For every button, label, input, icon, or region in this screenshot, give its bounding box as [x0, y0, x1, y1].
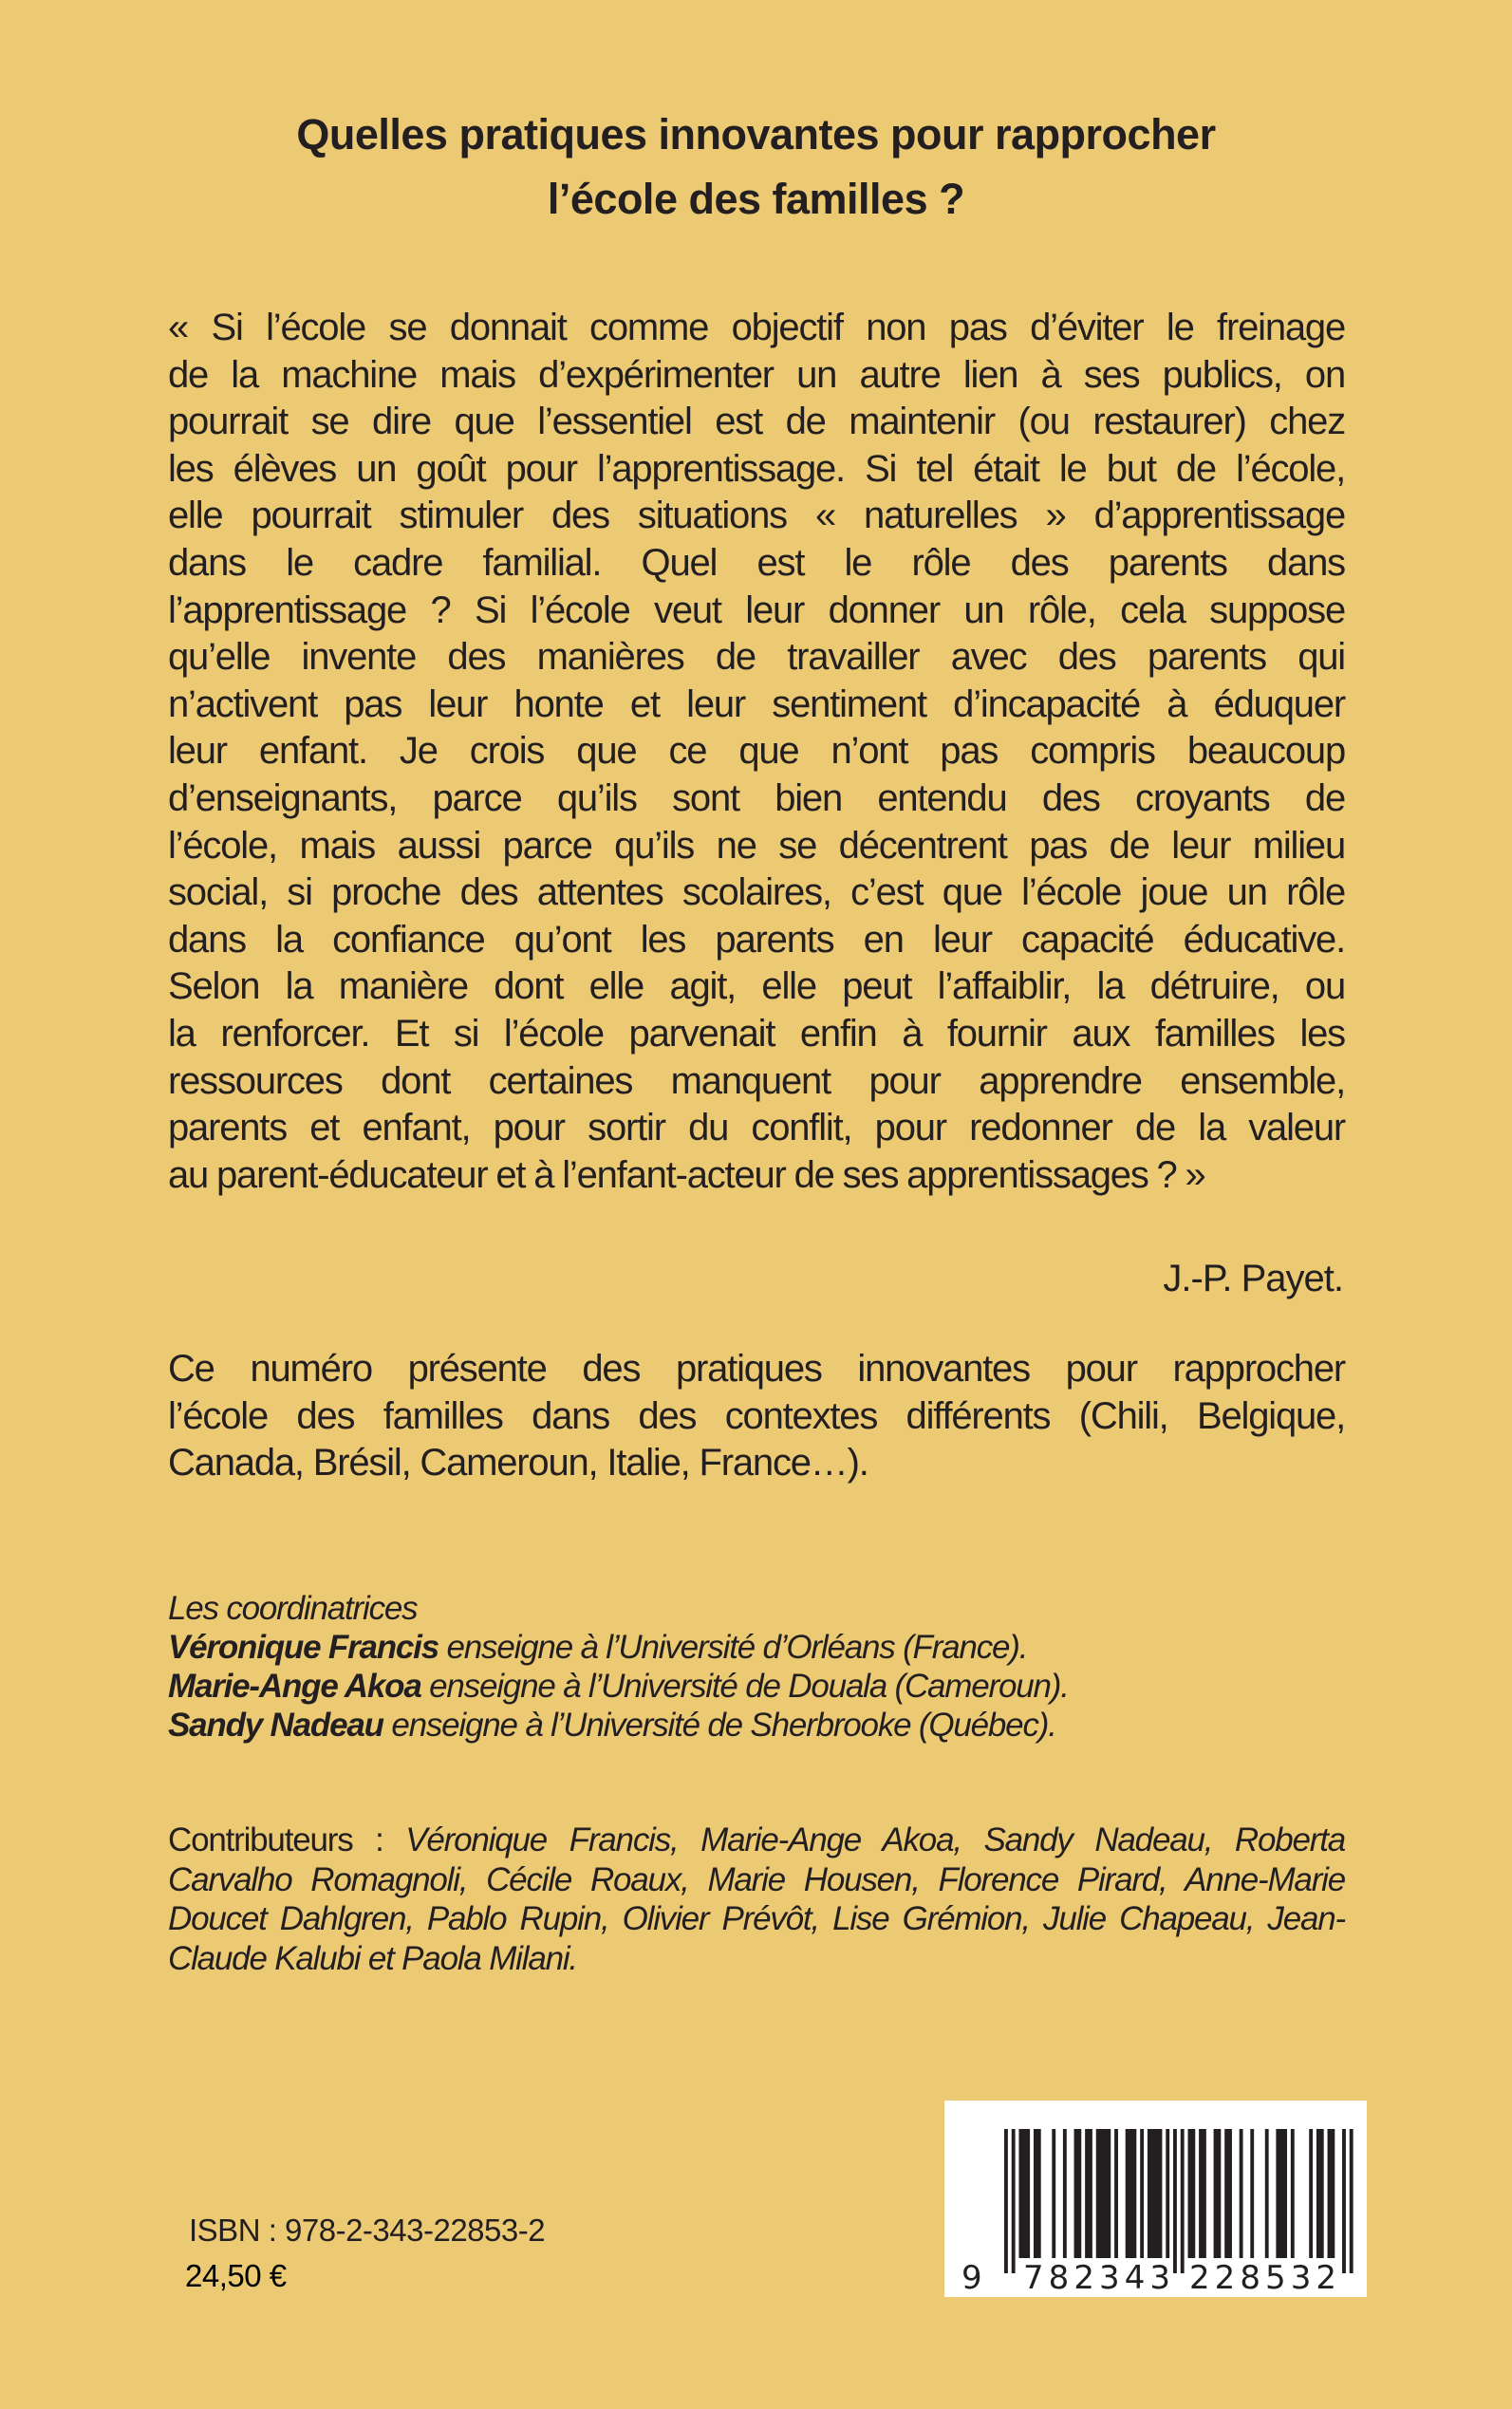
- contributors-line: Carvalho Romagnoli, Cécile Roaux, Marie Housen, Florence Pirard, Anne-Marie: [168, 1860, 1345, 1898]
- payet-quote: [168, 305, 1345, 1199]
- coordinators-heading: Les coordinatrices: [168, 1590, 418, 1627]
- issue-presentation: [168, 1346, 1345, 1487]
- cover-title-line: Quelles pratiques innovantes pour rapprocher: [296, 110, 1216, 159]
- barcode-bar: [1291, 2129, 1295, 2258]
- coordinator-entry: [168, 1667, 1069, 1706]
- contributors-label: Contributeurs :: [168, 1821, 406, 1858]
- quote-line: les élèves un goût pour l’apprentissage. Si tel était le but de l’école,: [168, 447, 1345, 490]
- coordinator-name: Sandy Nadeau: [168, 1707, 383, 1744]
- barcode-guard-bar: [1181, 2129, 1185, 2273]
- quote-line: l’école, mais aussi parce qu’ils ne se décentrent pas de leur milieu: [168, 824, 1345, 867]
- barcode-bar: [1214, 2129, 1222, 2258]
- coordinator-entry: [168, 1706, 1069, 1745]
- coordinator-role: enseigne à l’Université de Sherbrooke (Québec).: [383, 1707, 1056, 1744]
- barcode-bar: [1052, 2129, 1055, 2258]
- quote-line: dans le cadre familial. Quel est le rôle des parents dans: [168, 541, 1345, 584]
- quote-line: l’apprentissage ? Si l’école veut leur donner un rôle, cela suppose: [168, 588, 1345, 631]
- book-price: 24,50 €: [185, 2258, 287, 2293]
- barcode-right-digits: 228532: [1189, 2259, 1336, 2297]
- barcode-bar: [1265, 2129, 1269, 2258]
- quote-line: social, si proche des attentes scolaires, c’est que l’école joue un rôle: [168, 871, 1345, 914]
- contributors-names: Véronique Francis, Marie-Ange Akoa, Sandy Nadeau, Roberta: [405, 1821, 1345, 1858]
- barcode-bar: [1316, 2129, 1324, 2258]
- ean13-barcode: [944, 2101, 1367, 2297]
- quote-line: au parent-éducateur et à l’enfant-acteur de ses apprentissages ? »: [168, 1153, 1205, 1196]
- quote-line: leur enfant. Je crois que ce que n’ont pas compris beaucoup: [168, 730, 1345, 773]
- coordinator-role: enseigne à l’Université d’Orléans (France).: [438, 1629, 1028, 1666]
- barcode-guard-bar: [1004, 2129, 1008, 2273]
- quote-line: la renforcer. Et si l’école parvenait enfin à fournir aux familles les: [168, 1012, 1345, 1055]
- coordinators-block: [168, 1589, 1069, 1745]
- quote-line: qu’elle invente des manières de travailler avec des parents qui: [168, 636, 1345, 679]
- barcode-first-digit: 9: [961, 2259, 982, 2297]
- barcode-left-digits: 782343: [1023, 2259, 1170, 2297]
- quote-line: elle pourrait stimuler des situations « naturelles » d’apprentissage: [168, 495, 1345, 537]
- barcode-bar: [1166, 2129, 1169, 2258]
- barcode-bar: [1034, 2129, 1041, 2258]
- barcode-bar: [1085, 2129, 1092, 2258]
- quote-line: d’enseignants, parce qu’ils sont bien entendu des croyants de: [168, 776, 1345, 819]
- quote-line: dans la confiance qu’ont les parents en leur capacité éducative.: [168, 918, 1345, 961]
- barcode-bar: [1224, 2129, 1232, 2258]
- barcode-bar: [1328, 2129, 1335, 2258]
- barcode-bar: [1199, 2129, 1206, 2258]
- barcode-bar: [1276, 2129, 1287, 2258]
- cover-title: [190, 103, 1322, 232]
- barcode-bar: [1148, 2129, 1162, 2258]
- barcode-guard-bar: [1012, 2129, 1016, 2273]
- barcode-graphic: [944, 2101, 1367, 2297]
- quote-line: ressources dont certaines manquent pour apprendre ensemble,: [168, 1059, 1345, 1102]
- barcode-guard-bar: [1173, 2129, 1177, 2273]
- quote-line: Selon la manière dont elle agit, elle peut l’affaiblir, la détruire, ou: [168, 965, 1345, 1008]
- barcode-guard-bar: [1342, 2129, 1346, 2273]
- barcode-bar: [1114, 2129, 1118, 2258]
- barcode-bars: [1004, 2129, 1353, 2273]
- barcode-bar: [1140, 2129, 1144, 2258]
- coordinator-role: enseigne à l’Université de Douala (Cameroun).: [420, 1668, 1069, 1705]
- coordinator-name: Véronique Francis: [168, 1629, 439, 1666]
- barcode-bar: [1018, 2129, 1030, 2258]
- contributors-line: [168, 1821, 1345, 1860]
- coordinator-name: Marie-Ange Akoa: [168, 1668, 421, 1705]
- quote-line: de la machine mais d’expérimenter un autre lien à ses publics, on: [168, 353, 1345, 396]
- barcode-bar: [1309, 2129, 1313, 2258]
- quote-line: parents et enfant, pour sortir du conflit, pour redonner de la valeur: [168, 1107, 1345, 1149]
- barcode-bar: [1063, 2129, 1067, 2258]
- barcode-bar: [1240, 2129, 1243, 2258]
- presentation-line: l’école des familles dans des contextes différents (Chili, Belgique,: [168, 1394, 1345, 1437]
- quote-line: pourrait se dire que l’essentiel est de maintenir (ou restaurer) chez: [168, 401, 1345, 443]
- presentation-line: Ce numéro présente des pratiques innovantes pour rapprocher: [168, 1348, 1345, 1390]
- barcode-bar: [1074, 2129, 1082, 2258]
- quote-author: J.-P. Payet.: [1163, 1258, 1343, 1299]
- isbn-number: ISBN : 978-2-343-22853-2: [189, 2213, 546, 2248]
- cover-title-line: l’école des familles ?: [547, 175, 965, 223]
- contributors-line: Doucet Dahlgren, Pablo Rupin, Olivier Prévôt, Lise Grémion, Julie Chapeau, Jean-: [168, 1900, 1345, 1937]
- contributors-block: [168, 1821, 1345, 1978]
- barcode-bar: [1188, 2129, 1196, 2258]
- quote-line: n’activent pas leur honte et leur sentiment d’incapacité à éduquer: [168, 682, 1345, 725]
- barcode-guard-bar: [1350, 2129, 1353, 2273]
- coordinator-entry: [168, 1628, 1069, 1667]
- contributors-line: Claude Kalubi et Paola Milani.: [168, 1939, 577, 1977]
- barcode-bar: [1096, 2129, 1111, 2258]
- barcode-bar: [1250, 2129, 1254, 2258]
- barcode-bar: [1126, 2129, 1137, 2258]
- presentation-line: Canada, Brésil, Cameroun, Italie, France…).: [168, 1442, 868, 1485]
- quote-line: « Si l’école se donnait comme objectif non pas d’éviter le freinage: [168, 307, 1345, 348]
